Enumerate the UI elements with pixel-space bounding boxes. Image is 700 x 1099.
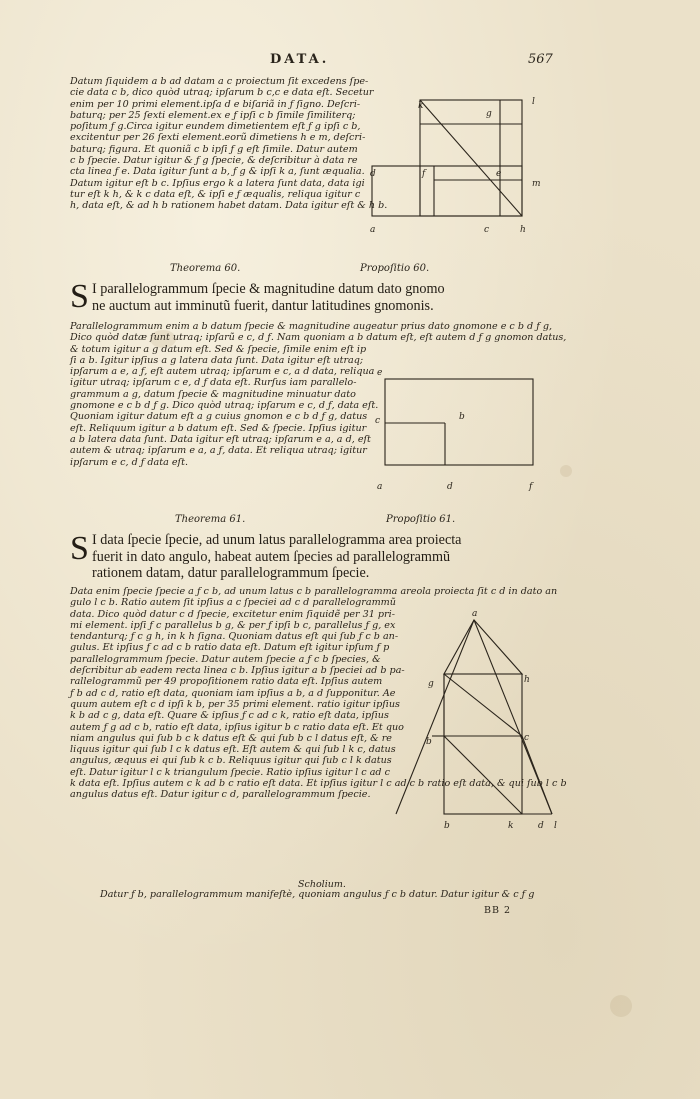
figure-label: m bbox=[532, 179, 541, 189]
text-line: excitentur per 26 ſexti element.eorũ dimetiens h e m, deſcri- bbox=[70, 132, 366, 144]
propositio-60-caption: Propoſitio 60. bbox=[360, 263, 430, 274]
text-line: cie data c b, dico quòd utraq; ipſarum b c,c e data eſt. Secetur bbox=[70, 87, 374, 99]
text-line: c b ſpecie. Datur igitur & ƒ g ſpecie, & deſcribitur à data re bbox=[70, 155, 358, 167]
scholium-text bbox=[100, 889, 570, 900]
text-line: baturq; figura. Et quoniã c b ipſi ƒ g eſt ſimile. Datur autem bbox=[70, 143, 358, 155]
figure-label: c bbox=[375, 416, 381, 426]
figure-label: h bbox=[520, 225, 526, 235]
figure-gnomon-rectangle bbox=[375, 365, 545, 490]
figure-2-labels bbox=[375, 368, 534, 492]
text-line: eſt. Reliquum igitur a b datum eſt. Sed & ſpecie. Ipſius igitur bbox=[70, 422, 367, 434]
propositio-61-caption: Propoſitio 61. bbox=[386, 514, 456, 525]
text-line: tendanturq; ƒ c g h, in k h ſigna. Quoniam datus eſt qui ſub ƒ c b an- bbox=[70, 631, 399, 643]
text-line: baturq; per 25 ſexti element.ex e ƒ ipſi c b ſimile ſimiliterq; bbox=[70, 109, 356, 121]
figure-label: c bbox=[524, 733, 530, 743]
figure-3-labels bbox=[426, 609, 557, 831]
signature-mark: BB 2 bbox=[484, 905, 512, 916]
page-number: 567 bbox=[528, 52, 553, 67]
figure-label: d bbox=[370, 169, 376, 179]
figure-label: d bbox=[447, 482, 453, 492]
figure-label: e bbox=[377, 368, 383, 378]
figure-label: d bbox=[538, 821, 544, 831]
paper-stain bbox=[560, 465, 572, 477]
figure-label: f bbox=[529, 482, 533, 492]
figure-label: b bbox=[426, 737, 432, 747]
figure-label: f bbox=[422, 169, 426, 179]
text-line: rationem datam, datur parallelogrammum ſpecie. bbox=[92, 565, 370, 581]
text-line: fuerit in dato angulo, habeat autem ſpecies ad parallelogrammũ bbox=[92, 548, 451, 565]
text-line: rallelogrammũ per 49 propoſitionem ratio data eſt. Ipſius autem bbox=[70, 676, 383, 688]
figure-label: k bbox=[508, 821, 514, 831]
text-line: quum autem eſt c d ipſi k b, per 35 primi element. ratio igitur ipſius bbox=[70, 698, 400, 710]
figure-label: l bbox=[532, 97, 535, 107]
scholium-caption: Scholium. bbox=[298, 879, 346, 890]
text-line: Data enim ſpecie ſpecie a ƒ c b, ad unum latus c b parallelogramma areola proiecta ſit c d in dato an bbox=[70, 586, 558, 597]
text-line: gnomone e c b d ƒ g. Dico quòd utraq; ipſarum e c, d ƒ, data eſt. bbox=[70, 400, 379, 412]
figure-label: l bbox=[554, 821, 557, 831]
text-line: gulus. Et ipſius ƒ c ad c b ratio data eſt. Datum eſt igitur ipſum ƒ p bbox=[70, 642, 390, 654]
text-line: Quoniam igitur datum eſt a g cuius gnomon e c b d ƒ g, datus bbox=[70, 411, 368, 423]
figure-label: e bbox=[496, 169, 502, 179]
figure-label: a bbox=[377, 482, 383, 492]
text-line: mi element. ipſi ƒ c parallelus b g, & per ƒ ipſi b c, parallelus ƒ g, ex bbox=[70, 619, 396, 631]
proposition-61-text bbox=[70, 586, 567, 801]
figure-triangle-parallelogram bbox=[392, 606, 562, 831]
drop-cap-s: S bbox=[70, 278, 89, 315]
text-line: enim per 10 primi element.ipſa d e biſariã in ƒ ſigno. Deſcri- bbox=[70, 98, 361, 110]
text-line: autem & utraq; ipſarum e a, a ƒ, data. Et reliqua utraq; igitur bbox=[70, 445, 367, 457]
text-line: ipſarum e c, d ƒ data eſt. bbox=[70, 456, 189, 468]
text-line: liquus igitur qui ſub l c k datus eſt. Eſt autem & qui ſub l k c, datus bbox=[70, 744, 396, 756]
text-line: k b ad c g, data eſt. Quare & ipſius ƒ c ad c k, ratio eſt data, ipſius bbox=[70, 710, 389, 722]
text-line: eſt. Datur igitur l c k triangulum ſpecie. Ratio ipſius igitur l c ad c bbox=[70, 766, 390, 778]
text-line: igitur utraq; ipſarum c e, d ƒ data eſt. Rurſus iam parallelo- bbox=[70, 377, 357, 389]
text-line: a b latera data ſunt. Data igitur eſt utraq; ipſarum e a, a d, eſt bbox=[70, 433, 371, 445]
theorema-61-caption: Theorema 61. bbox=[175, 514, 246, 525]
proposition-61-heading bbox=[92, 532, 461, 582]
scholium-line: Datur ƒ b, parallelogrammum manifeſtè, quoniam angulus ƒ c b datur. Datur igitur & c ƒ g bbox=[100, 889, 535, 900]
drop-cap-s-2: S bbox=[70, 530, 89, 567]
figure-label: b bbox=[444, 821, 450, 831]
figure-label: a bbox=[472, 609, 478, 619]
figure-label: c bbox=[484, 225, 490, 235]
running-head: DATA. bbox=[270, 52, 330, 67]
text-line: angulus, æquus ei qui ſub k c b. Reliquus igitur qui ſub c l k datus bbox=[70, 755, 392, 767]
proposition-60-text bbox=[70, 321, 567, 468]
figure-label: b bbox=[459, 412, 465, 422]
paper-stain bbox=[610, 995, 632, 1017]
text-line: ƒ b ad c d, ratio eſt data, quoniam iam ipſius a b, a d ſupponitur. Ae bbox=[70, 687, 396, 699]
text-line: niam angulus qui ſub b c k datus eſt & qui ſub b c l datus eſt, & re bbox=[70, 732, 392, 744]
text-line: deſcribitur ab eadem recta linea c b. Ipſius igitur a b ſpeciei ad b pa- bbox=[70, 665, 405, 677]
figure-label: k bbox=[418, 101, 424, 111]
text-line: parallelogrammum ſpecie. Datur autem ſpecie a ƒ c b ſpecies, & bbox=[70, 653, 381, 665]
text-line: poſitum ƒ g.Circa igitur eundem dimetientem eſt ƒ g ipſi c b, bbox=[70, 121, 361, 133]
text-line: Dico quòd datæ ſunt utraq; ipſarũ e c, d ƒ. Nam quoniam a b datum eſt, eſt autem d ƒ g gnomon datus, bbox=[70, 332, 567, 344]
figure-label: g bbox=[486, 109, 492, 119]
figure-label: a bbox=[370, 225, 376, 235]
text-line: ſi a b. Igitur ipſius a g latera data ſunt. Data igitur eſt utraq; bbox=[70, 354, 364, 366]
proposition-59-text bbox=[70, 76, 388, 212]
text-line: angulus datus eſt. Datur igitur c d, parallelogrammum ſpecie. bbox=[70, 789, 371, 801]
text-line: data. Dico quòd datur c d ſpecie, excitetur enim ſiquidẽ per 31 pri- bbox=[70, 608, 395, 620]
text-line: I parallelogrammum ſpecie & magnitudine datum dato gnomo bbox=[92, 281, 445, 297]
figure-rectangle-gnomon bbox=[366, 92, 546, 234]
text-line: tur eſt k h, & k c data eſt, & ipſi e ƒ æqualis, reliqua igitur c bbox=[70, 188, 361, 200]
text-line: grammum a g, datum ſpecie & magnitudine minuatur dato bbox=[70, 388, 356, 400]
text-line: ne auctum aut imminutũ fuerit, dantur latitudines gnomonis. bbox=[92, 297, 434, 314]
text-line: & totum igitur a g datum eſt. Sed & ſpecie, ſimile enim eſt ip bbox=[70, 343, 367, 355]
figure-label: g bbox=[428, 679, 434, 689]
text-line: Datum igitur eſt b c. Ipſius ergo k a latera ſunt data, data igi bbox=[70, 177, 365, 189]
theorema-60-caption: Theorema 60. bbox=[170, 263, 241, 274]
text-line: Parallelogrammum enim a b datum ſpecie & magnitudine augeatur prius dato gnomone e c b d ƒ g, bbox=[70, 321, 553, 332]
figure-label: h bbox=[524, 675, 530, 685]
text-line: I data ſpecie ſpecie, ad unum latus parallelogramma area proiecta bbox=[92, 532, 462, 548]
proposition-60-heading bbox=[92, 281, 445, 314]
text-line: cta linea ƒ e. Data igitur ſunt a b, ƒ g & ipſi k a, ſunt æqualia. bbox=[70, 166, 365, 178]
text-line: autem ƒ g ad c b, ratio eſt data, ipſius igitur b c ratio data eſt. Et quo bbox=[70, 721, 404, 733]
text-line: k data eſt. Ipſius autem c k ad b c ratio eſt data. Et ipſius igitur l c ad c b ratio eſt data, & qui ſub l c b bbox=[70, 778, 567, 790]
text-line: gulo l c b. Ratio autem ſit ipſius a c ſpeciei ad c d parallelogrammũ bbox=[70, 597, 396, 609]
text-line: h, data eſt, & ad h b rationem habet datam. Data igitur eſt & h b. bbox=[70, 200, 388, 212]
text-line: ipſarum a e, a ƒ, eſt autem utraq; ipſarum e c, a d data, reliqua bbox=[70, 366, 375, 378]
text-line: Datum ſiquidem a b ad datam a c proiectum ſit excedens ſpe- bbox=[70, 76, 369, 87]
